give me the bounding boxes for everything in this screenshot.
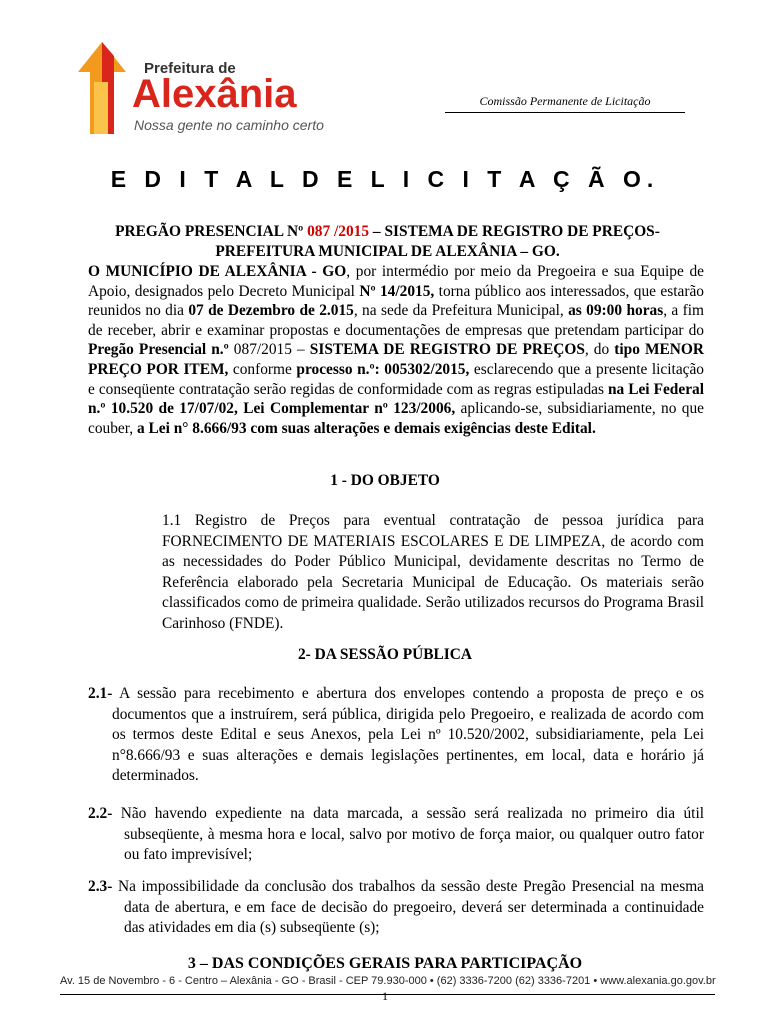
intro-b5: Pregão Presencial n.º xyxy=(88,341,229,359)
section1-title: 1 - DO OBJETO xyxy=(330,472,440,489)
section2-item-2 xyxy=(88,804,704,866)
intro-t4: , a fim de receber, abrir e examinar propostas e documentações de empresas que pretendam participar do xyxy=(88,302,705,339)
intro-t5: 087/2015 – xyxy=(228,341,310,359)
intro-b1: O MUNICÍPIO DE ALEXÂNIA - GO xyxy=(88,263,347,280)
intro-b4: as 09:00 horas xyxy=(568,302,664,320)
commission-label: Comissão Permanente de Licitação xyxy=(479,94,651,108)
logo xyxy=(74,42,334,134)
intro-b7: tipo MENOR PREÇO POR ITEM, xyxy=(88,341,704,378)
logo-arrow-icon xyxy=(74,42,134,134)
header-divider xyxy=(445,112,685,113)
section2-item-1 xyxy=(88,684,704,787)
intro-t7: conforme xyxy=(228,360,297,378)
item-number: 2.2- xyxy=(88,805,113,822)
heading-line2: PREFEITURA MUNICIPAL DE ALEXÂNIA – GO. xyxy=(215,242,560,260)
logo-prefix: Prefeitura de xyxy=(144,60,236,77)
item-number: 2.3- xyxy=(88,878,113,895)
intro-t9: aplicando-se, subsidiariamente, no que couber, xyxy=(88,400,704,437)
intro-t6: , do xyxy=(584,341,615,359)
intro-b3: 07 de Dezembro de 2.015 xyxy=(188,302,354,320)
heading-number: 087 /2015 xyxy=(307,223,370,240)
edital-heading xyxy=(60,222,715,261)
item-text: A sessão para recebimento e abertura dos envelopes contendo a proposta de preço e os documentos que a instruírem, será pública, dirigida pelo Pregoeiro, e realizada de acordo com os termos deste Edital e seus Anexos, pela Lei nº 10.520/2002, subsidiariamente, pela Lei n°8.666/93 e suas alterações e demais legislações pertinentes, em local, data e horário já determinados. xyxy=(112,685,704,784)
intro-b8: processo n.º: 005302/2015, xyxy=(296,360,470,378)
intro-t3: , na sede da Prefeitura Municipal, xyxy=(353,302,569,320)
section1-text: 1.1 Registro de Preços para eventual contratação de pessoa jurídica para FORNECIMENTO DE MATERIAIS ESCOLARES E DE LIMPEZA, de acordo com as necessidades do Poder Público Municipal, devidamente descritas no Termo de Referência elaborado pela Secretaria Municipal de Educação. Os materiais serão classificados como de primeira qualidade. Serão utilizados recursos do Programa Brasil Carinhoso (FNDE). xyxy=(162,512,704,632)
intro-paragraph xyxy=(88,262,704,438)
item-number: 2.1- xyxy=(88,685,113,702)
page-number: 1 xyxy=(382,989,388,1003)
section2-item-3 xyxy=(88,877,704,939)
item-text: Não havendo expediente na data marcada, a sessão será realizada no primeiro dia útil subseqüente, à mesma hora e local, salvo por motivo de força maior, ou qualquer outro fator ou fato imprevisível; xyxy=(112,805,704,863)
document-title: E D I T A L D E L I C I T A Ç Ã O. xyxy=(110,166,660,192)
intro-b10: a Lei n° 8.666/93 com suas alterações e demais exigências deste Edital. xyxy=(136,419,596,437)
footer-address: Av. 15 de Novembro - 6 - Centro – Alexânia - GO - Brasil - CEP 79.930-000 • (62) 3336-7200 (62) 3336-7201 • www.alexania.go.gov.br xyxy=(60,975,716,987)
intro-t1: , por intermédio por meio da Pregoeira e sua Equipe de Apoio, designados pelo Decreto Municipal xyxy=(88,263,704,300)
intro-t2: torna público aos interessados, que estarão reunidos no dia xyxy=(88,282,704,320)
section3-title: 3 – DAS CONDIÇÕES GERAIS PARA PARTICIPAÇÃO xyxy=(187,955,583,972)
heading-prefix: PREGÃO PRESENCIAL Nº xyxy=(115,223,308,240)
section2-title: 2- DA SESSÃO PÚBLICA xyxy=(297,646,473,663)
heading-suffix: – SISTEMA DE REGISTRO DE PREÇOS- xyxy=(369,223,660,240)
intro-b6: SISTEMA DE REGISTRO DE PREÇOS xyxy=(309,341,585,359)
intro-t8: esclarecendo que a presente licitação e conseqüente contratação serão regidas de conformidade com as regras estipuladas xyxy=(88,360,705,398)
logo-name: Alexânia xyxy=(132,72,297,116)
intro-b2: Nº 14/2015, xyxy=(359,282,435,300)
item-text: Na impossibilidade da conclusão dos trabalhos da sessão deste Pregão Presencial na mesma data de abertura, e em face de decisão do pregoeiro, deverá ser determinada a continuidade das atividades em dia (s) subseqüente (s); xyxy=(112,878,704,936)
intro-b9: na Lei Federal n.º 10.520 de 17/07/02, Lei Complementar nº 123/2006, xyxy=(88,380,704,418)
logo-slogan: Nossa gente no caminho certo xyxy=(134,117,324,133)
